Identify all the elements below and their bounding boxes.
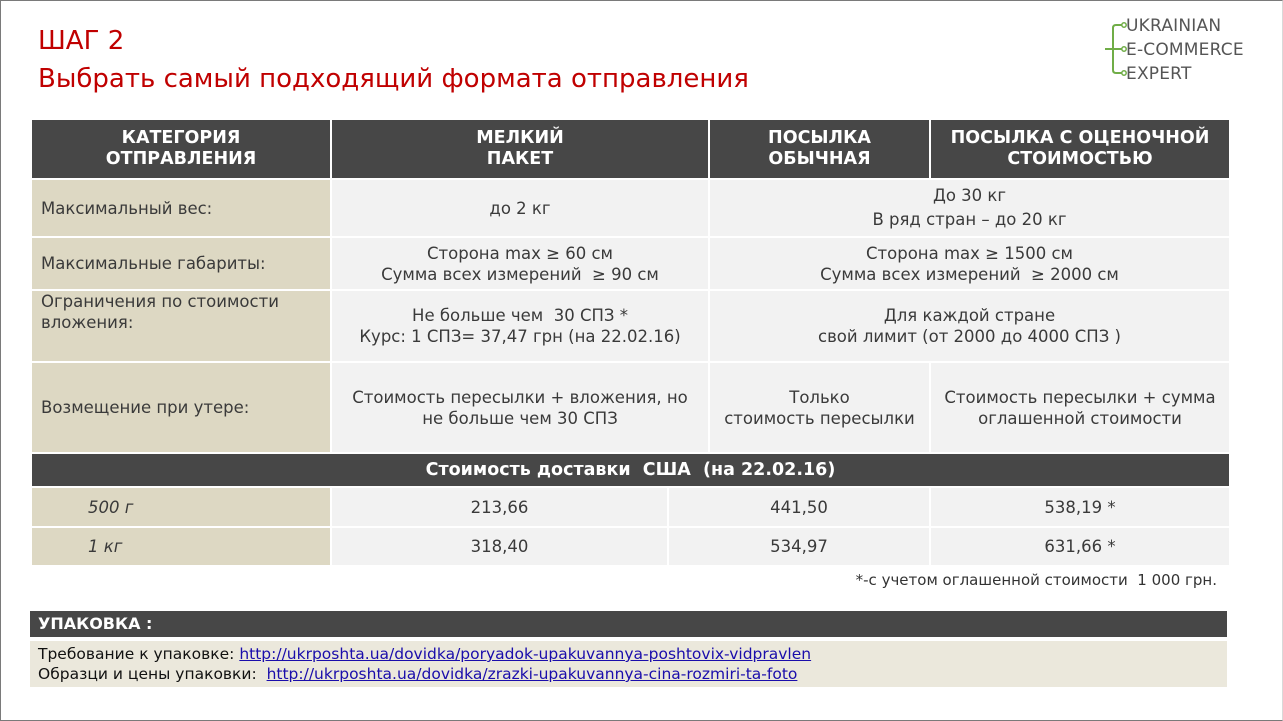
- parcels-max-weight: [710, 180, 1229, 236]
- logo-line-1: UKRAINIAN: [1126, 16, 1222, 36]
- parcels-max-dimensions-line-2: Сумма всех измерений ≥ 2000 см: [820, 264, 1119, 284]
- small-max-dimensions-line-2: Сумма всех измерений ≥ 90 см: [381, 264, 659, 284]
- small-compensation-line-2: не больше чем 30 СПЗ: [422, 408, 618, 428]
- packaging-requirements-row: [38, 644, 1227, 664]
- label-compensation: Возмещение при утере:: [32, 363, 330, 452]
- delivery-cost-banner: Стоимость доставки США (на 22.02.16): [32, 454, 1229, 486]
- parcel-compensation-line-1: Только: [789, 387, 850, 407]
- delivery-parcel-price: 534,97: [669, 528, 929, 565]
- delivery-declared-price: 538,19 *: [931, 488, 1229, 526]
- parcels-max-weight-line-1: До 30 кг: [932, 186, 1007, 205]
- page-title: Выбрать самый подходящий формата отправления: [38, 64, 749, 94]
- step-title: ШАГ 2: [38, 26, 125, 56]
- small-value-limits: [332, 291, 708, 361]
- parcels-max-weight-line-2: В ряд стран – до 20 кг: [872, 210, 1067, 229]
- parcels-max-dimensions: [710, 238, 1229, 289]
- label-value-limits-line-1: Ограничения по стоимости: [41, 292, 279, 311]
- delivery-parcel-price: 441,50: [669, 488, 929, 526]
- delivery-row-label: 500 г: [32, 488, 330, 526]
- header-parcel-declared: [931, 120, 1229, 178]
- header-category-text: КАТЕГОРИЯ ОТПРАВЛЕНИЯ: [105, 128, 257, 169]
- packaging-samples-label: Образци и цены упаковки:: [38, 665, 267, 683]
- small-value-limits-line-1: Не больше чем 30 СПЗ *: [412, 306, 628, 325]
- delivery-small-price: 213,66: [332, 488, 667, 526]
- small-compensation: [332, 363, 708, 452]
- label-max-dimensions: Максимальные габариты:: [32, 238, 330, 289]
- declared-compensation-line-1: Стоимость пересылки + сумма: [944, 387, 1216, 407]
- header-small-packet-text: МЕЛКИЙ ПАКЕТ: [476, 128, 564, 169]
- footnote: *-с учетом оглашенной стоимости 1 000 грн.: [855, 571, 1217, 589]
- small-compensation-line-1: Стоимость пересылки + вложения, но: [352, 387, 688, 407]
- packaging-info: [30, 641, 1227, 687]
- logo-line-3: EXPERT: [1126, 64, 1192, 84]
- parcel-compensation-line-2: стоимость пересылки: [724, 408, 915, 428]
- parcels-value-limits-line-1: Для каждой стране: [883, 306, 1056, 325]
- packaging-samples-link[interactable]: http://ukrposhta.ua/dovidka/zrazki-upakuvannya-cina-rozmiri-ta-foto: [266, 665, 798, 683]
- label-max-weight: Максимальный вес:: [32, 180, 330, 236]
- declared-compensation-line-2: оглашенной стоимости: [978, 408, 1182, 428]
- parcels-value-limits: [710, 291, 1229, 361]
- header-parcel-declared-text: ПОСЫЛКА С ОЦЕНОЧНОЙ СТОИМОСТЬЮ: [950, 128, 1210, 169]
- header-parcel: [710, 120, 929, 178]
- small-max-weight: до 2 кг: [332, 180, 708, 236]
- header-small-packet: [332, 120, 708, 178]
- parcels-value-limits-line-2: свой лимит (от 2000 до 4000 СПЗ ): [818, 327, 1121, 346]
- delivery-row-label: 1 кг: [32, 528, 330, 565]
- label-value-limits-line-2: вложения:: [41, 313, 134, 332]
- packaging-samples-row: [38, 664, 1227, 684]
- packaging-requirements-label: Требование к упаковке:: [38, 645, 240, 663]
- small-value-limits-line-2: Курс: 1 СПЗ= 37,47 грн (на 22.02.16): [359, 327, 681, 346]
- delivery-declared-price: 631,66 *: [931, 528, 1229, 565]
- parcels-max-dimensions-line-1: Сторона max ≥ 1500 см: [866, 243, 1073, 263]
- parcel-compensation: [710, 363, 929, 452]
- logo-line-2: E-COMMERCE: [1126, 40, 1244, 60]
- packaging-title: УПАКОВКА :: [30, 611, 1227, 637]
- small-max-dimensions-line-1: Сторона max ≥ 60 см: [427, 243, 613, 263]
- delivery-small-price: 318,40: [332, 528, 667, 565]
- logo: [1104, 16, 1254, 86]
- declared-compensation: [931, 363, 1229, 452]
- logo-bracket-icon: [1104, 16, 1128, 82]
- header-category: [32, 120, 330, 178]
- packaging-requirements-link[interactable]: http://ukrposhta.ua/dovidka/poryadok-upakuvannya-poshtovix-vidpravlen: [239, 645, 812, 663]
- label-value-limits: [32, 291, 330, 361]
- small-max-dimensions: [332, 238, 708, 289]
- header-parcel-text: ПОСЫЛКА ОБЫЧНАЯ: [768, 128, 871, 169]
